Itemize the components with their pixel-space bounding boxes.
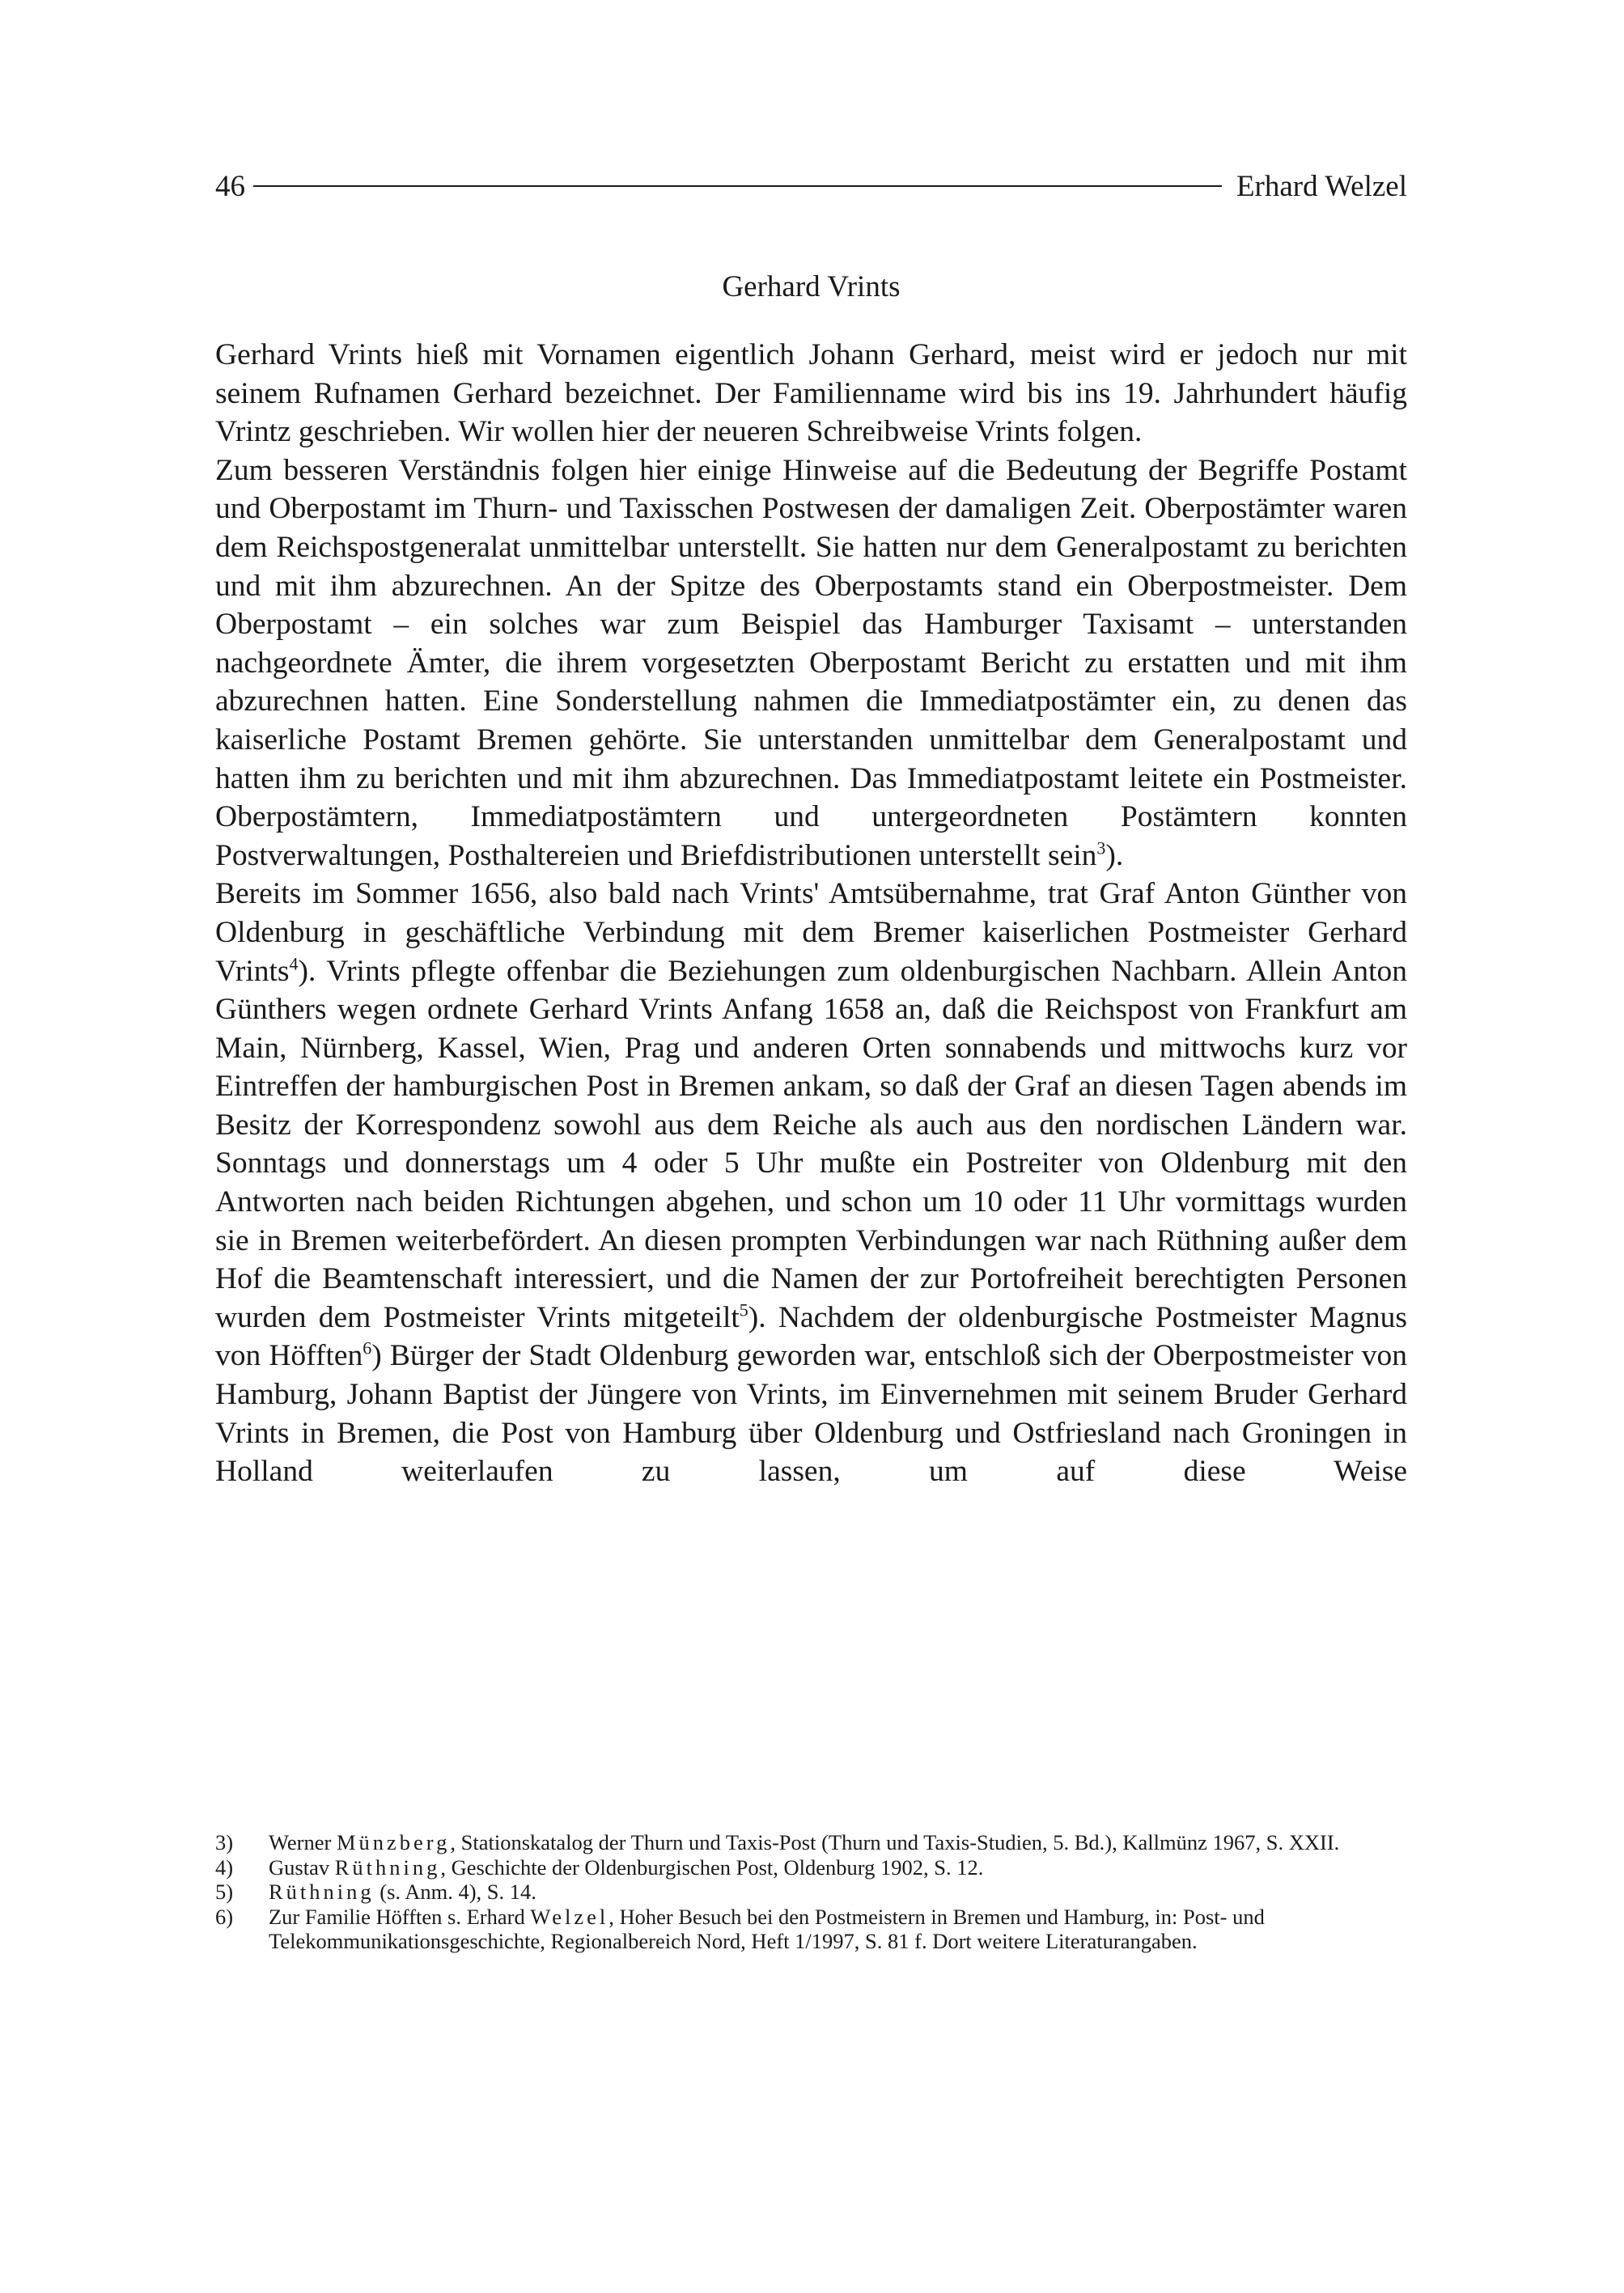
section-title: Gerhard Vrints [722,270,901,303]
text-run: ). Nachdem der oldenburgische Postmeister Magnus von Höfften [215,1300,1408,1373]
paragraph [215,336,1407,451]
author-name: Rüthning [269,1880,375,1904]
text-run: Gustav [269,1854,335,1880]
footnotes [215,1830,1407,1954]
footnote-number: 6) [215,1904,234,1929]
footnote [215,1905,1407,1954]
footnote-number: 5) [215,1880,234,1904]
footnote-reference: 6 [363,1337,372,1358]
text-run: Gerhard Vrints hieß mit Vornamen eigentlich Johann Gerhard, meist wird er jedoch nur mit seinem Rufnamen Gerhard bezeichnet. Der Familienname wird bis ins 19. Jahrhundert häufig Vrintz geschrieben. Wir wollen hier der neueren Schreibweise Vrints folgen. [215,338,1407,449]
footnote [215,1855,1407,1880]
text-run: Zur Familie Höfften s. Erhard [269,1904,531,1929]
author-name: Rüthning [334,1854,441,1880]
header-rule [253,185,1222,187]
footnote-reference: 5 [739,1299,748,1320]
footnote-text [269,1855,1407,1880]
author-name: Münzberg [336,1830,451,1854]
text-run: Zum besseren Verständnis folgen hier einige Hinweise auf die Bedeutung der Begriffe Postamt und Oberpostamt im Thurn- und Taxisschen Postwesen der damaligen Zeit. Oberpostämter waren dem Reichspostgeneralat unmittelbar unterstellt. Sie hatten nur dem Generalpostamt zu berichten und mit ihm abzurechnen. An der Spitze des Oberpostamts stand ein Oberpostmeister. Dem Oberpostamt – ein solches war zum Beispiel das Hamburger Taxisamt – unterstanden nachgeordnete Ämter, die ihrem vorgesetzten Oberpostamt Bericht zu erstatten und mit ihm abzurechnen hatten. Eine Sonderstellung nahmen die Immediatpostämter ein, zu denen das kaiserliche Postamt Bremen gehörte. Sie unterstanden unmittelbar dem Generalpostamt und hatten ihm zu berichten und mit ihm abzurechnen. Das Immediatpostamt leitete ein Postmeister. Oberpostämtern, Immediatpostämtern und untergeordneten Postämtern konnten Postverwaltungen, Posthaltereien und Briefdistributionen unterstellt sein [215,453,1407,872]
text-run: ). [1105,838,1124,872]
footnote-reference: 4 [289,953,299,973]
text-run: , Hoher Besuch bei den Postmeistern in Bremen und Hamburg, in: Post- und Telekommunikationsgeschichte, Regionalbereich Nord, Heft 1/1997, S. 81 f. Dort weitere Literaturangaben. [269,1904,1265,1953]
footnote [215,1880,1407,1905]
text-run: , Geschichte der Oldenburgischen Post, Oldenburg 1902, S. 12. [440,1854,984,1880]
footnote-number: 3) [215,1830,234,1854]
paragraph [215,451,1407,875]
author-name: Welzel [530,1904,609,1929]
running-header [215,162,1407,210]
text-run: ). Vrints pflegte offenbar die Beziehungen zum oldenburgischen Nachbarn. Allein Anton Günthers wegen ordnete Gerhard Vrints Anfang 1658 an, daß die Reichspost von Frankfurt am Main, Nürnberg, Kassel, Wien, Prag und anderen Orten sonnabends und mittwochs kurz vor Eintreffen der hamburgischen Post in Bremen ankam, so daß der Graf an diesen Tagen abends im Besitz der Korrespondenz sowohl aus dem Reiche als auch aus den nordischen Ländern war. Sonntags und donnerstags um 4 oder 5 Uhr mußte ein Postreiter von Oldenburg mit den Antworten nach beiden Richtungen abgehen, und schon um 10 oder 11 Uhr vormittags wurden sie in Bremen weiterbefördert. An diesen prompten Verbindungen war nach Rüthning außer dem Hof die Beamtenschaft interessiert, und die Namen der zur Portofreiheit berechtigten Personen wurden dem Postmeister Vrints mitgeteilt [215,954,1407,1334]
body-text [215,336,1407,1491]
footnote-reference: 3 [1096,837,1106,858]
text-run: Bereits im Sommer 1656, also bald nach Vrints' Amtsübernahme, trat Graf Anton Günther von Oldenburg in geschäftliche Verbindung mit dem Bremer kaiserlichen Postmeister Gerhard Vrints [215,877,1407,988]
running-header-author: Erhard Welzel [1236,169,1407,203]
footnote [215,1830,1407,1855]
footnote-text [269,1905,1407,1954]
paragraph [215,875,1407,1491]
page-number: 46 [215,169,245,203]
footnote-text [269,1830,1407,1855]
text-run: (s. Anm. 4), S. 14. [374,1880,536,1904]
footnote-number: 4) [215,1854,234,1880]
footnote-text [269,1880,1407,1905]
text-run: , Stationskatalog der Thurn und Taxis-Post (Thurn und Taxis-Studien, 5. Bd.), Kallmünz 1967, S. XXII. [450,1830,1340,1854]
text-run: ) Bürger der Stadt Oldenburg geworden war, entschloß sich der Oberpostmeister von Hamburg, Johann Baptist der Jüngere von Vrints, im Einvernehmen mit seinem Bruder Gerhard Vrints in Bremen, die Post von Hamburg über Oldenburg und Ostfriesland nach Groningen in Holland weiterlaufen zu lassen, um auf diese Weise [215,1339,1407,1489]
text-run: Werner [269,1830,337,1854]
